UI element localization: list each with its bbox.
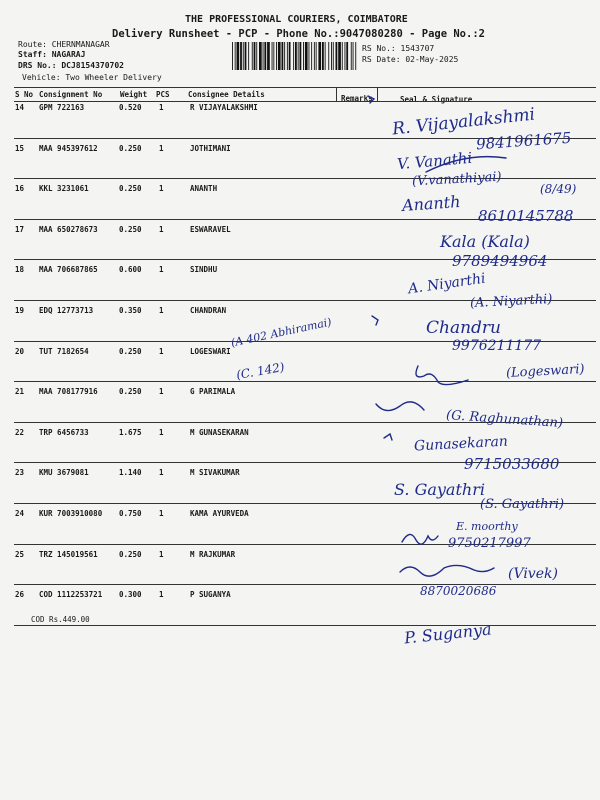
row-consignee: JOTHIMANI bbox=[190, 143, 231, 153]
row-consignee: M GUNASEKARAN bbox=[190, 427, 249, 437]
row-sno: 24 bbox=[15, 509, 25, 518]
signature-text: P. Suganya bbox=[403, 619, 493, 648]
signature-text: Chandru bbox=[426, 318, 501, 338]
row-consignment-no: MAA 706687865 bbox=[39, 265, 98, 275]
row-consignment-no: MAA 650278673 bbox=[39, 224, 98, 234]
phone-handwritten: 8610145788 bbox=[478, 207, 574, 225]
signature-text: A. Niyarthi bbox=[407, 270, 487, 298]
row-weight: 0.250 bbox=[119, 184, 142, 194]
phone-handwritten: 9750217997 bbox=[448, 536, 531, 551]
row-sno: 22 bbox=[15, 427, 25, 437]
row-pcs: 1 bbox=[159, 103, 164, 112]
row-consignment-no: TRZ 145019561 bbox=[39, 549, 98, 559]
row-weight: 0.600 bbox=[119, 265, 142, 275]
signature-text: R. Vijayalakshmi bbox=[391, 104, 536, 140]
row-consignee: ANANTH bbox=[190, 184, 218, 194]
row-consignee: R VIJAYALAKSHMI bbox=[190, 103, 258, 112]
phone-handwritten: 9715033680 bbox=[464, 455, 560, 473]
remark-handwritten: (C. 142) bbox=[235, 359, 286, 383]
col-sno: S No bbox=[15, 90, 34, 99]
runsheet-subtitle: Delivery Runsheet - PCP - Phone No.:9047080280 - Page No.:2 bbox=[112, 28, 485, 40]
row-consignment-no: MAA 708177916 bbox=[39, 387, 98, 397]
row-pcs: 1 bbox=[159, 549, 164, 559]
row-consignee: M SIVAKUMAR bbox=[190, 468, 240, 478]
row-weight: 1.140 bbox=[119, 468, 142, 478]
row-pcs: 1 bbox=[159, 184, 164, 194]
signature-text: Ananth bbox=[401, 191, 462, 216]
row-weight: 0.250 bbox=[119, 346, 142, 356]
signature-text: (S. Gayathri) bbox=[480, 497, 565, 512]
row-consignment-no: COD 1112253721 bbox=[39, 590, 103, 600]
row-pcs: 1 bbox=[159, 143, 164, 153]
col-seal: Seal & Signature bbox=[400, 95, 473, 104]
row-pcs: 1 bbox=[159, 306, 164, 315]
row-consignee: CHANDRAN bbox=[190, 306, 227, 315]
company-title: THE PROFESSIONAL COURIERS, COIMBATORE bbox=[185, 14, 408, 25]
row-pcs: 1 bbox=[159, 387, 164, 397]
signature-text: (V.vanathiyai) bbox=[411, 169, 502, 190]
signature-text: Gunasekaran bbox=[413, 433, 509, 455]
row-consignee: G PARIMALA bbox=[190, 387, 236, 397]
row-consignment-no: KUR 7003910080 bbox=[39, 509, 103, 518]
signature-text: E. moorthy bbox=[456, 520, 518, 533]
row-sno: 14 bbox=[15, 103, 25, 112]
row-weight: 0.250 bbox=[119, 143, 142, 153]
row-weight: 0.350 bbox=[119, 306, 142, 315]
signature-text: (8/49) bbox=[540, 182, 577, 196]
row-sno: 20 bbox=[15, 346, 25, 356]
col-remarks: Remarks bbox=[341, 94, 373, 103]
row-weight: 0.250 bbox=[119, 387, 142, 397]
rs-date: RS Date: 02-May-2025 bbox=[362, 55, 459, 64]
row-consignee: LOGESWARI bbox=[190, 346, 231, 356]
row-pcs: 1 bbox=[159, 346, 164, 356]
row-sno: 18 bbox=[15, 265, 25, 275]
row-consignment-no: EDQ 12773713 bbox=[39, 306, 94, 315]
signature-text: (Vivek) bbox=[508, 566, 558, 582]
row-weight: 0.750 bbox=[119, 509, 142, 518]
row-pcs: 1 bbox=[159, 590, 164, 600]
phone-handwritten: 9789494964 bbox=[452, 252, 548, 270]
vehicle-label: Vehicle: Two Wheeler Delivery bbox=[22, 73, 162, 82]
row-pcs: 1 bbox=[159, 468, 164, 478]
signature-text: Kala (Kala) bbox=[440, 232, 530, 251]
row-consignee: SINDHU bbox=[190, 265, 218, 275]
row-weight: 0.250 bbox=[119, 224, 142, 234]
row-sno: 21 bbox=[15, 387, 25, 397]
route-label: Route: CHERNMANAGAR bbox=[18, 40, 110, 49]
signature-text: S. Gayathri bbox=[394, 480, 485, 499]
row-consignee: KAMA AYURVEDA bbox=[190, 509, 249, 518]
signature-text: V. Vanathi bbox=[396, 148, 473, 174]
row-consignee: P SUGANYA bbox=[190, 590, 231, 600]
staff-label: Staff: NAGARAJ bbox=[18, 50, 86, 59]
phone-handwritten: 9841961675 bbox=[475, 128, 572, 154]
remark-handwritten: (A 402 Abhiramai) bbox=[229, 315, 333, 350]
signature-text: (A. Niyarthi) bbox=[469, 291, 553, 312]
row-consignment-no: KMU 3679081 bbox=[39, 468, 89, 478]
col-consignee: Consignee Details bbox=[188, 90, 265, 99]
rs-number: RS No.: 1543707 bbox=[362, 44, 435, 53]
cod-note: COD Rs.449.00 bbox=[31, 615, 90, 624]
row-consignment-no: MAA 945397612 bbox=[39, 143, 98, 153]
row-weight: 0.300 bbox=[119, 590, 142, 600]
row-consignment-no: GPM 722163 bbox=[39, 103, 85, 112]
phone-handwritten: 8870020686 bbox=[420, 584, 497, 598]
row-sno: 17 bbox=[15, 224, 25, 234]
row-sno: 25 bbox=[15, 549, 25, 559]
row-pcs: 1 bbox=[159, 265, 164, 275]
row-weight: 1.675 bbox=[119, 427, 142, 437]
row-consignment-no: TRP 6456733 bbox=[39, 427, 89, 437]
row-consignment-no: TUT 7182654 bbox=[39, 346, 89, 356]
row-consignment-no: KKL 3231061 bbox=[39, 184, 89, 194]
col-consignment: Consignment No bbox=[39, 90, 103, 99]
row-sno: 16 bbox=[15, 184, 25, 194]
col-weight: Weight bbox=[120, 90, 148, 99]
row-consignee: ESWARAVEL bbox=[190, 224, 231, 234]
row-weight: 0.520 bbox=[119, 103, 142, 112]
row-sno: 15 bbox=[15, 143, 25, 153]
row-weight: 0.250 bbox=[119, 549, 142, 559]
col-pcs: PCS bbox=[156, 90, 170, 99]
row-consignee: M RAJKUMAR bbox=[190, 549, 236, 559]
row-sno: 26 bbox=[15, 590, 25, 600]
phone-handwritten: 9976211177 bbox=[452, 338, 542, 354]
signature-text: (Logeswari) bbox=[505, 361, 585, 382]
signature-text: (G. Raghunathan) bbox=[445, 407, 564, 432]
row-sno: 19 bbox=[15, 306, 25, 315]
row-sno: 23 bbox=[15, 468, 25, 478]
row-pcs: 1 bbox=[159, 427, 164, 437]
row-pcs: 1 bbox=[159, 224, 164, 234]
drs-label: DRS No.: DCJ8154370702 bbox=[18, 61, 124, 70]
row-pcs: 1 bbox=[159, 509, 164, 518]
